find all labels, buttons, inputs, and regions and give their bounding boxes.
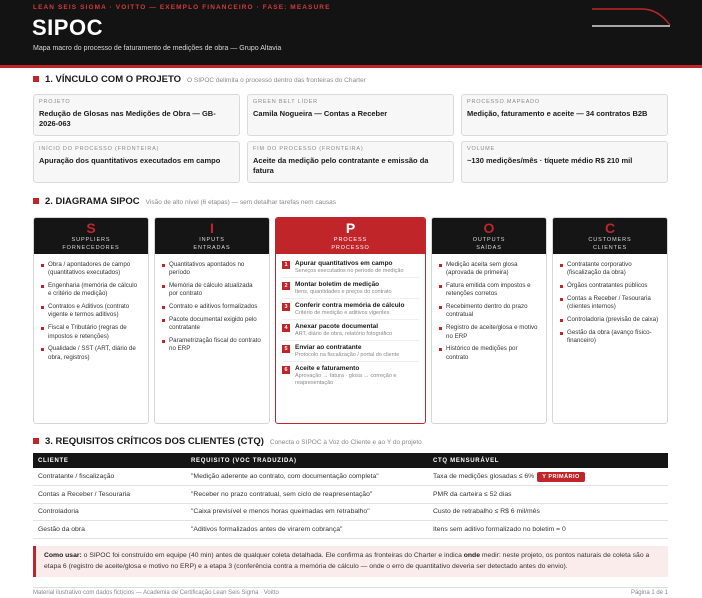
table-row xyxy=(33,468,668,486)
list-item xyxy=(560,329,660,346)
bullet-icon xyxy=(439,306,442,309)
page-footer xyxy=(33,590,668,596)
section-1-heading xyxy=(33,74,366,85)
list-item xyxy=(162,261,262,278)
bullet-icon xyxy=(41,285,44,288)
list-item xyxy=(560,295,660,312)
note-lead: Como usar: xyxy=(44,552,82,559)
item-text: Engenharia (memória de cálculo e critério de medição) xyxy=(48,282,138,298)
bullet-icon xyxy=(560,319,563,322)
column-label-pt: CLIENTES xyxy=(592,244,628,251)
cell-cliente: Gestão da obra xyxy=(33,521,186,539)
item-text: Registro de aceite/glosa e motivo no ERP xyxy=(446,324,538,340)
step-number: 4 xyxy=(282,324,290,332)
header-kicker: LEAN SEIS SIGMA · VOITTO — EXEMPLO FINANCEIRO · FASE: MEASURE xyxy=(33,4,331,11)
item-text: Fiscal e Tributário (regras de impostos e retenções) xyxy=(48,324,127,340)
column-label-pt: SAÍDAS xyxy=(476,244,502,251)
note-bold: onde xyxy=(463,552,480,559)
column-letter: I xyxy=(210,220,214,236)
section-title: 2. DIAGRAMA SIPOC xyxy=(45,196,140,207)
card-value: Redução de Glosas nas Medições de Obra — GB-2026-063 xyxy=(39,109,216,128)
column-header-requisito: REQUISITO (VOC TRADUZIDA) xyxy=(186,453,428,468)
sipoc-column-inputs xyxy=(154,217,270,424)
column-header-ctq: CTQ MENSURÁVEL xyxy=(428,453,668,468)
card-fim xyxy=(247,141,454,183)
list-item xyxy=(41,261,141,278)
bullet-icon xyxy=(439,348,442,351)
item-text: Controladoria (previsão de caixa) xyxy=(567,315,659,323)
bullet-icon xyxy=(439,327,442,330)
column-label-en: INPUTS xyxy=(199,237,225,243)
step-title: Anexar pacote documental xyxy=(295,323,379,330)
page-number: Página 1 de 1 xyxy=(630,590,668,596)
card-value: Camila Nogueira — Contas a Receber xyxy=(253,109,388,118)
section-title: 1. VÍNCULO COM O PROJETO xyxy=(45,74,182,85)
section-marker-icon xyxy=(33,198,39,204)
step-subtitle: Aprovação → fatura · glosa → correção e reapresentação xyxy=(295,373,397,386)
item-text: Memória de cálculo atualizada por contrato xyxy=(169,282,253,298)
item-text: Contratos e Aditivos (contrato vigente e termos aditivos) xyxy=(48,303,130,319)
cell-cliente: Contratante / fiscalização xyxy=(33,468,186,486)
card-value: Medição, faturamento e aceite — 34 contratos B2B xyxy=(467,109,648,118)
card-label: INÍCIO DO PROCESSO (FRONTEIRA) xyxy=(39,146,160,152)
section-title: 3. REQUISITOS CRÍTICOS DOS CLIENTES (CTQ) xyxy=(45,436,264,447)
bullet-icon xyxy=(439,285,442,288)
cell-cliente: Contas a Receber / Tesouraria xyxy=(33,486,186,504)
list-item xyxy=(439,282,539,299)
step-title: Aceite e faturamento xyxy=(295,365,360,372)
cell-ctq xyxy=(428,468,668,486)
section-note: O SIPOC delimita o processo dentro das fronteiras do Charter xyxy=(187,77,366,84)
step-subtitle: ART, diário de obra, relatório fotográfico xyxy=(295,331,393,337)
item-text: Histórico de medições por contrato xyxy=(446,345,518,361)
step-subtitle: Critério de medição e aditivos vigentes xyxy=(295,310,390,316)
card-label: GREEN BELT LÍDER xyxy=(253,99,318,105)
list-item xyxy=(162,303,262,311)
list-item xyxy=(560,261,660,278)
item-text: Pacote documental exigido pelo contratante xyxy=(169,315,257,332)
column-letter: P xyxy=(345,220,356,236)
list-item xyxy=(41,282,141,299)
sipoc-column-process xyxy=(275,217,426,424)
card-processo-mapeado xyxy=(461,94,668,136)
item-text: Contratante corporativo (fiscalização da obra) xyxy=(567,261,632,277)
list-item xyxy=(439,345,539,362)
step-title: Montar boletim de medição xyxy=(295,281,380,288)
list-item xyxy=(560,282,660,290)
list-item xyxy=(162,316,262,333)
process-step xyxy=(282,299,419,320)
cell-ctq: Itens sem aditivo formalizado no boletim = 0 xyxy=(428,521,668,539)
bullet-icon xyxy=(162,306,165,309)
sipoc-column-customers xyxy=(552,217,668,424)
card-label: PROJETO xyxy=(39,99,71,105)
list-item xyxy=(41,345,141,362)
column-header xyxy=(155,218,269,254)
item-text: Contrato e aditivos formalizados xyxy=(169,303,258,311)
step-subtitle: Serviços executados no período de medição xyxy=(295,268,404,274)
list-item xyxy=(162,337,262,354)
column-header xyxy=(553,218,667,254)
step-subtitle: Itens, quantidades e preços do contrato xyxy=(295,289,392,295)
item-text: Quantitativos apontados no período xyxy=(169,261,245,277)
step-number: 6 xyxy=(282,366,290,374)
cell-requisito: "Aditivos formalizados antes de virarem cobrança" xyxy=(186,521,428,539)
cell-requisito: "Receber no prazo contratual, sem ciclo de reapresentação" xyxy=(186,486,428,504)
table-row xyxy=(33,486,668,504)
usage-note xyxy=(33,546,668,577)
process-step xyxy=(282,362,419,389)
ctq-table xyxy=(33,453,668,539)
card-value: Aceite da medição pelo contratante e emissão da fatura xyxy=(253,156,429,175)
step-number: 5 xyxy=(282,345,290,353)
list-item xyxy=(41,324,141,341)
section-note: Visão de alto nível (6 etapas) — sem detalhar tarefas nem causas xyxy=(145,199,336,206)
sipoc-column-suppliers xyxy=(33,217,149,424)
column-label-en: OUTPUTS xyxy=(472,237,506,243)
bullet-icon xyxy=(560,285,563,288)
column-label-pt: ENTRADAS xyxy=(193,244,231,251)
card-value: ~130 medições/mês · tíquete médio R$ 210 mil xyxy=(467,156,633,165)
bullet-icon xyxy=(41,348,44,351)
step-number: 2 xyxy=(282,282,290,290)
column-header xyxy=(276,218,425,254)
column-label-pt: PROCESSO xyxy=(331,244,370,251)
step-title: Enviar ao contratante xyxy=(295,344,362,351)
card-value: Apuração dos quantitativos executados em campo xyxy=(39,156,221,165)
bullet-icon xyxy=(41,306,44,309)
card-volume xyxy=(461,141,668,183)
column-letter: O xyxy=(483,220,495,236)
step-title: Apurar quantitativos em campo xyxy=(295,260,393,267)
column-label-en: PROCESS xyxy=(333,237,368,243)
bullet-icon xyxy=(162,340,165,343)
column-letter: S xyxy=(86,220,96,236)
list-item xyxy=(41,303,141,320)
item-text: Contas a Receber / Tesouraria (clientes internos) xyxy=(567,294,651,311)
footer-divider xyxy=(33,587,668,588)
cell-cliente: Controladoria xyxy=(33,503,186,521)
item-text: Parametrização fiscal do contrato no ERP xyxy=(169,337,261,353)
page-subtitle: Mapa macro do processo de faturamento de medições de obra — Grupo Altavia xyxy=(33,45,282,52)
column-letter: C xyxy=(604,220,616,236)
card-label: VOLUME xyxy=(467,146,496,152)
list-item xyxy=(439,303,539,320)
sipoc-column-outputs xyxy=(431,217,547,424)
item-text: Órgãos contratantes públicos xyxy=(567,282,648,290)
bullet-icon xyxy=(41,327,44,330)
column-header-cliente: CLIENTE xyxy=(33,453,186,468)
process-step xyxy=(282,320,419,341)
table-row xyxy=(33,503,668,521)
column-label-en: CUSTOMERS xyxy=(588,237,632,243)
card-label: FIM DO PROCESSO (FRONTEIRA) xyxy=(253,146,364,152)
list-item xyxy=(162,282,262,299)
item-text: Fatura emitida com impostos e retenções corretos xyxy=(446,282,531,298)
item-text: Recebimento dentro do prazo contratual xyxy=(446,303,528,319)
bullet-icon xyxy=(162,285,165,288)
section-note: Conecta o SIPOC à Voz do Cliente e ao Y do projeto xyxy=(269,439,422,446)
bullet-icon xyxy=(41,264,44,267)
bullet-icon xyxy=(560,298,563,301)
bullet-icon xyxy=(162,264,165,267)
ctq-text: Taxa de medições glosadas ≤ 6% xyxy=(433,472,535,480)
item-text: Obra / apontadores de campo (quantitativos executados) xyxy=(48,261,131,277)
primary-y-badge: Y PRIMÁRIO xyxy=(537,472,585,482)
footer-disclaimer: Material ilustrativo com dados fictícios — Academia de Certificação Lean Seis Sigma · Voitto xyxy=(33,590,279,596)
bullet-icon xyxy=(560,332,563,335)
bullet-icon xyxy=(560,264,563,267)
column-label-pt: FORNECEDORES xyxy=(62,244,120,251)
column-header xyxy=(432,218,546,254)
step-title: Conferir contra memória de cálculo xyxy=(295,302,405,309)
note-text-2: medir: neste projeto, os pontos naturais de coleta são a etapa 6 (registro de aceite/glosa e motivo no ERP) e a etapa 3 (conferência contra a memória de cálculo — onde o erro de quantitativo deveria ser detectado antes do envio). xyxy=(44,552,650,570)
list-item xyxy=(439,261,539,278)
page-header xyxy=(0,0,702,68)
item-text: Gestão da obra (avanço físico-financeiro) xyxy=(567,328,652,345)
page-title: SIPOC xyxy=(32,15,103,40)
process-step xyxy=(282,278,419,299)
section-2-heading xyxy=(33,196,336,207)
note-text-1: o SIPOC foi construído em equipe (40 min) antes de qualquer coleta detalhada. Ele confirma as fronteiras do Charter e indica xyxy=(81,552,464,559)
card-label: PROCESSO MAPEADO xyxy=(467,99,541,105)
step-number: 1 xyxy=(282,261,290,269)
section-marker-icon xyxy=(33,76,39,82)
cell-requisito: "Caixa previsível e menos horas queimadas em retrabalho" xyxy=(186,503,428,521)
step-number: 3 xyxy=(282,303,290,311)
table-row xyxy=(33,521,668,539)
cell-ctq: PMR da carteira ≤ 52 dias xyxy=(428,486,668,504)
column-header xyxy=(34,218,148,254)
section-marker-icon xyxy=(33,438,39,444)
bullet-icon xyxy=(439,264,442,267)
step-subtitle: Protocolo na fiscalização / portal do cliente xyxy=(295,352,400,358)
process-step xyxy=(282,341,419,362)
decorative-curve-graphic xyxy=(590,6,672,28)
column-label-en: SUPPLIERS xyxy=(71,237,111,243)
card-green-belt xyxy=(247,94,454,136)
item-text: Medição aceita sem glosa (aprovada de primeira) xyxy=(446,261,518,277)
list-item xyxy=(439,324,539,341)
process-step xyxy=(282,257,419,278)
card-inicio xyxy=(33,141,240,183)
bullet-icon xyxy=(162,319,165,322)
item-text: Qualidade / SST (ART, diário de obra, registros) xyxy=(48,345,136,361)
cell-ctq: Custo de retrabalho ≤ R$ 6 mil/mês xyxy=(428,503,668,521)
section-3-heading xyxy=(33,436,422,447)
list-item xyxy=(560,316,660,324)
card-projeto xyxy=(33,94,240,136)
cell-requisito: "Medição aderente ao contrato, com documentação completa" xyxy=(186,468,428,486)
table-header-row xyxy=(33,453,668,468)
